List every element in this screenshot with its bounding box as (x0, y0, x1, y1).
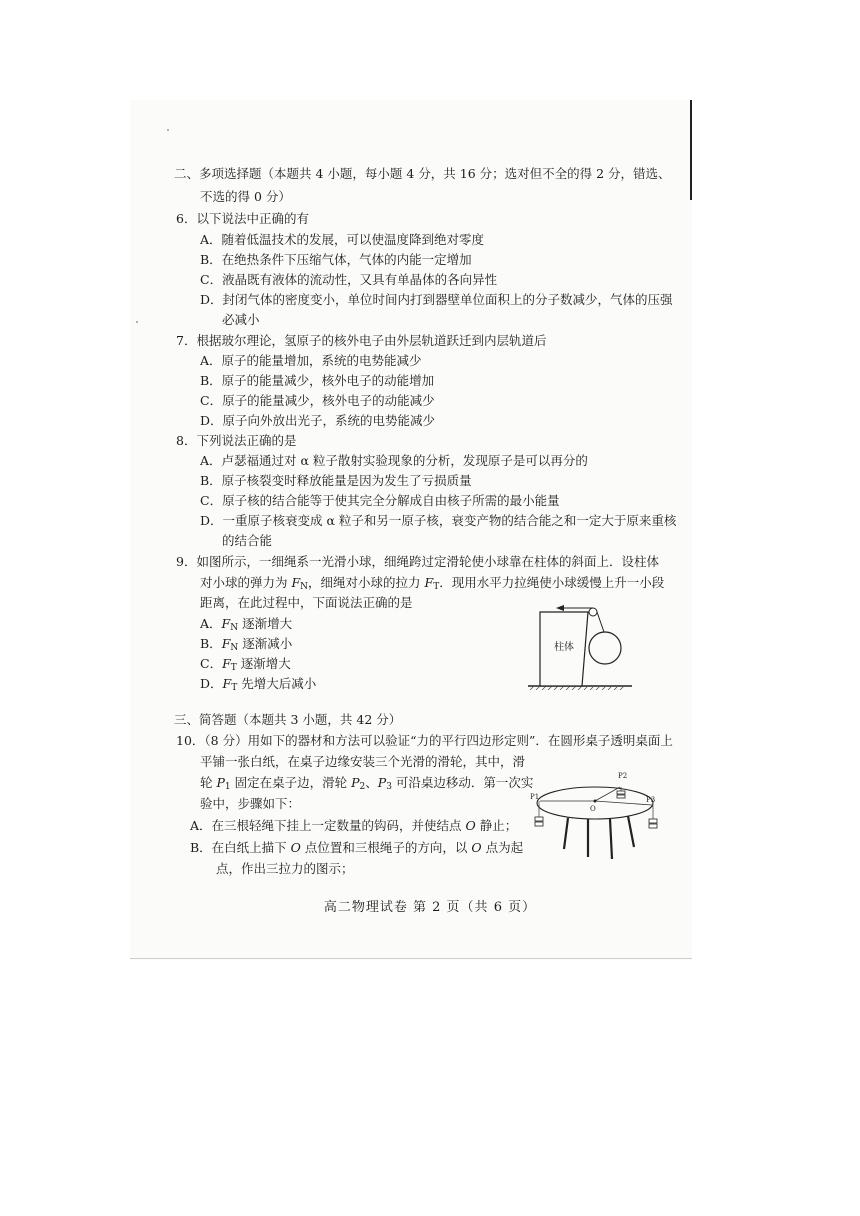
q7-option-d: D．原子向外放出光子，系统的电势能减少 (200, 413, 436, 428)
q9-option-d: D．$F_T$ 先增大后减小 (200, 676, 317, 693)
pillar-label: 柱体 (554, 642, 574, 653)
q7-option-a: A．原子的能量增加，系统的电势能减少 (200, 353, 422, 368)
q7-stem: 7．根据玻尔理论，氢原子的核外电子由外层轨道跃迁到内层轨道后 (176, 333, 547, 348)
section2-heading-cont: 不选的得 0 分） (200, 189, 291, 204)
q8-stem: 8．下列说法正确的是 (176, 433, 297, 448)
q10-line4: 验中，步骤如下： (200, 796, 301, 811)
q10-table-figure (528, 765, 663, 865)
q6-option-d-cont: 必减小 (222, 312, 260, 327)
scan-speck (167, 129, 169, 131)
scan-speck (136, 321, 138, 323)
q8-option-c: C．原子核的结合能等于使其完全分解成自由核子所需的最小能量 (200, 493, 560, 508)
q6-option-d: D．封闭气体的密度变小，单位时间内打到器壁单位面积上的分子数减少，气体的压强 (200, 292, 673, 307)
page-footer: 高二物理试卷 第 2 页（共 6 页） (323, 900, 537, 915)
label-o: O (590, 805, 596, 813)
q10-step-b-cont: 点，作出三拉力的图示； (216, 861, 354, 876)
q10-step-b: B．在白纸上描下 O 点位置和三根绳子的方向，以 O 点为起 (190, 840, 524, 855)
q9-stem-line2: 对小球的弹力为 $F_N$，细绳对小球的拉力 $F_T$．现用水平力拉绳使小球缓慢上升一小段 (200, 575, 665, 592)
section3-heading: 三、简答题（本题共 3 小题，共 42 分） (174, 712, 402, 727)
scan-edge-mark (690, 100, 692, 200)
label-p2: P2 (618, 772, 628, 780)
q9-option-a: A．$F_N$ 逐渐增大 (200, 616, 293, 633)
q10-line3: 轮 $P_1$ 固定在桌子边，滑轮 $P_2$、$P_3$ 可沿桌边移动．第一次实 (200, 775, 534, 792)
q7-option-b: B．原子的能量减少，核外电子的动能增加 (200, 373, 435, 388)
q8-option-a: A．卢瑟福通过对 α 粒子散射实验现象的分析，发现原子是可以再分的 (200, 453, 588, 468)
scan-bottom-edge (130, 958, 692, 959)
q10-line2: 平铺一张白纸，在桌子边缘安装三个光滑的滑轮，其中，滑 (200, 754, 526, 769)
q8-option-d: D．一重原子核衰变成 α 粒子和另一原子核，衰变产物的结合能之和一定大于原来重核 (200, 513, 677, 528)
q7-option-c: C．原子的能量减少，核外电子的动能减少 (200, 393, 435, 408)
q8-option-d-cont: 的结合能 (222, 533, 273, 548)
q10-step-a: A．在三根轻绳下挂上一定数量的钩码，并使结点 O 静止； (190, 818, 518, 833)
section2-heading: 二、多项选择题（本题共 4 小题，每小题 4 分，共 16 分；选对但不全的得 2 分，错选、 (174, 166, 671, 181)
label-p1: P1 (530, 793, 540, 801)
q6-stem: 6．以下说法中正确的有 (176, 211, 309, 226)
q9-stem-line3: 距离，在此过程中，下面说法正确的是 (200, 595, 413, 610)
q6-option-a: A．随着低温技术的发展，可以使温度降到绝对零度 (200, 232, 485, 247)
q9-option-b: B．$F_N$ 逐渐减小 (200, 636, 293, 653)
q6-option-c: C．液晶既有液体的流动性，又具有单晶体的各向异性 (200, 272, 498, 287)
q8-option-b: B．原子核裂变时释放能量是因为发生了亏损质量 (200, 473, 472, 488)
q9-option-c: C．$F_T$ 逐渐增大 (200, 656, 291, 673)
q9-figure (520, 598, 635, 690)
q9-stem-line1: 9．如图所示，一细绳系一光滑小球，细绳跨过定滑轮使小球靠在柱体的斜面上．设柱体 (176, 554, 659, 569)
q6-option-b: B．在绝热条件下压缩气体，气体的内能一定增加 (200, 252, 472, 267)
q10-line1: 10．（8 分）用如下的器材和方法可以验证“力的平行四边形定则”．在圆形桌子透明桌面上 (176, 733, 673, 748)
label-p3: P3 (646, 796, 656, 804)
